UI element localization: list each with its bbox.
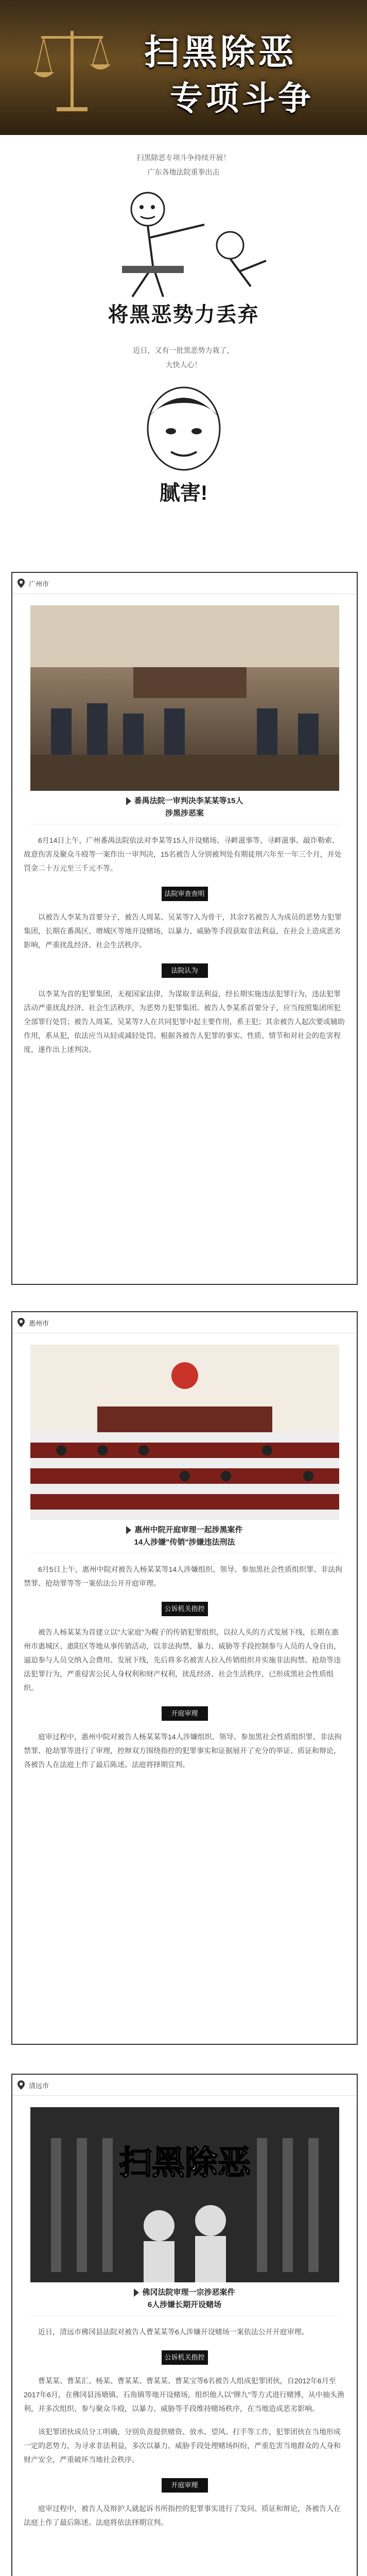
- intro-line2: 广东各地法院重拳出击: [147, 168, 220, 176]
- section-guangzhou: [11, 572, 358, 1285]
- caption-line2: 14人涉嫌"传销"涉嫌违法刑法: [134, 1538, 235, 1547]
- paragraph: 曹某某、曹某汇、杨某、曹某某、曹某某、曹某宝等6名被告人组成犯罪团伙，自2012年6月至2017年6月，在佛冈县汤塘镇、石角镇等地开设赌场，组织他人以"牌九"等方式进行赌博，从中抽头渔利，并多次组织、参与聚众斗殴，以暴力、威胁等手段维持赌场秩序，在当地造成恶劣影响。: [24, 2377, 344, 2413]
- section-city: 广州市: [29, 580, 49, 588]
- location-pin-icon: [18, 579, 25, 588]
- caption-line1: 佛冈法院审理一宗涉恶案件: [142, 2288, 235, 2297]
- intro-text-2: [0, 328, 367, 372]
- photo-caption: [30, 1520, 339, 1553]
- paragraph: 以李某为首的犯罪集团，无视国家法律，为谋取非法利益，经长期实施违法犯罪行为，违法犯罪活动严重扰乱经济、社会生活秩序，为恶势力犯罪集团。被告人李某系首要分子，应当按照集团所犯全部罪行处罚；被告人周某、吴某等7人在共同犯罪中起主要作用，系主犯；其余被告人起次要或辅助作用，系从犯，依法应当从轻或减轻处罚。根据各被告人犯罪的事实、性质、情节和对社会的危害程度，遂作出上述判决。: [24, 990, 345, 1054]
- anti-crime-photo: [30, 2107, 339, 2282]
- caption-line1: 惠州中院开庭审理一起涉黑案件: [134, 1526, 243, 1534]
- arrow-icon: [134, 2289, 139, 2297]
- meme-throwing-image: [76, 189, 292, 328]
- meme-face-image: [132, 382, 235, 506]
- paragraph: 庭审过程中，惠州中院对被告人杨某某等14人涉嫌组织、领导、参加黑社会性质组织罪、非法拘禁罪、抢劫罪等进行了审理，控辩双方围绕指控的犯罪事实和证据展开了充分的举证、质证和辩论，各被告人在法庭上作了最后陈述。法庭将择期宣判。: [24, 1733, 342, 1769]
- paragraph: 该犯罪团伙成员分工明确，分别负责提供赌资、放水、望风、打手等工作，犯罪团伙在当地形成一定的恶势力，为寻求非法利益，多次以暴力、威胁手段处理赌场纠纷，严重危害当地群众的人身和财产安全，严重破坏当地社会秩序。: [24, 2428, 341, 2464]
- arrow-icon: [126, 797, 131, 805]
- meme-figure-icon: [76, 189, 292, 302]
- meme-face-icon: [132, 382, 235, 475]
- section-huizhou: [11, 1311, 358, 2045]
- arrow-icon: [126, 1526, 131, 1534]
- courtroom-photo: [30, 605, 339, 791]
- photo-caption: [30, 2282, 339, 2316]
- section-header: [12, 1312, 357, 1333]
- intro-line1: 扫黑除恶专项斗争持续开展！: [136, 154, 231, 162]
- photo-overlay-text: 扫黑除恶: [118, 2144, 251, 2182]
- photo-caption: [30, 791, 339, 824]
- intro2-line1: 近日，又有一批黑恶势力栽了，: [133, 346, 234, 354]
- section-tag: 开庭审理: [162, 2478, 208, 2493]
- section-tag: 法院审查查明: [162, 887, 208, 901]
- paragraph: 被告人杨某某为首建立以"大家庭"为幌子的传销犯罪组织，以拉人头的方式发展下线，长期在惠州市惠城区、惠阳区等地从事传销活动，以非法拘禁、暴力、威胁等手段控制参与人员的人身自由，逼迫参与人员交纳入会费用、发展下线，先后将多名被害人拉入传销组织并实施非法拘禁、抢劫等违法犯罪行为，严重侵害公民人身权利和财产权利，扰乱经济、社会生活秩序，已形成黑社会性质组织。: [24, 1628, 341, 1692]
- section-header: [12, 573, 357, 594]
- meme-caption: 将黑恶势力丢弃: [108, 303, 259, 326]
- caption-line2: 6人涉嫌长期开设赌场: [147, 2300, 222, 2309]
- courtroom-photo: [30, 1345, 339, 1520]
- scales-of-justice-icon: [21, 15, 124, 118]
- header-banner: [0, 0, 367, 135]
- banner-title-line1: 扫黑除恶: [144, 32, 297, 73]
- caption-line2: 涉黑涉恶案: [165, 809, 204, 818]
- paragraph: 庭审过程中，被告人及辩护人就起诉书所指控的犯罪事实进行了发问、质证和辩论，各被告人在法庭上作了最后陈述。法庭将依法择期宣判。: [24, 2504, 341, 2527]
- banner-title-line2: 专项斗争: [170, 79, 314, 118]
- section-city: 清远市: [29, 2081, 49, 2090]
- location-pin-icon: [18, 2080, 25, 2090]
- section-qingyuan: [11, 2074, 358, 2576]
- section-city: 惠州市: [29, 1319, 49, 1327]
- intro2-line2: 大快人心！: [165, 361, 202, 369]
- intro-text: [0, 135, 367, 179]
- paragraph: 6月5日上午，惠州中院对被告人杨某某等14人涉嫌组织、领导、参加黑社会性质组织罪、非法拘禁罪、抢劫罪等等一案依法公开开庭审理。: [24, 1565, 343, 1587]
- caption-line1: 番禺法院一审判决李某某等15人: [134, 796, 243, 805]
- section-tag: 法院认为: [162, 963, 208, 978]
- paragraph: 以被告人李某为首要分子，被告人周某、吴某等7人为骨干，其余7名被告人为成员的恶势力犯罪集团，长期在番禺区、增城区等地开设赌场，以暴力、威胁等手段获取非法利益，在社会上造成恶劣影响，严重扰乱经济、社会生活秩序。: [24, 913, 342, 949]
- paragraph: 近日，清远市佛冈县法院对被告人曹某某等6人涉嫌开设赌场一案依法公开开庭审理。: [38, 2328, 309, 2336]
- paragraph: 6月14日上午，广州番禺法院依法对李某等15人开设赌场、寻衅滋事等、寻衅滋事、敲诈勒索、故意伤害及聚众斗殴等一案作出一审判决，15名被告人分别被判处有期徒刑六年至一年三个月，并处罚金二十万元至三千元不等。: [24, 836, 342, 872]
- section-tag: 开庭审理: [162, 1706, 208, 1721]
- section-tag: 公诉机关指控: [162, 2350, 208, 2365]
- section-tag: 公诉机关指控: [162, 1602, 208, 1616]
- location-pin-icon: [18, 1318, 25, 1327]
- meme2-caption: 腻害!: [159, 482, 208, 504]
- section-header: [12, 2075, 357, 2096]
